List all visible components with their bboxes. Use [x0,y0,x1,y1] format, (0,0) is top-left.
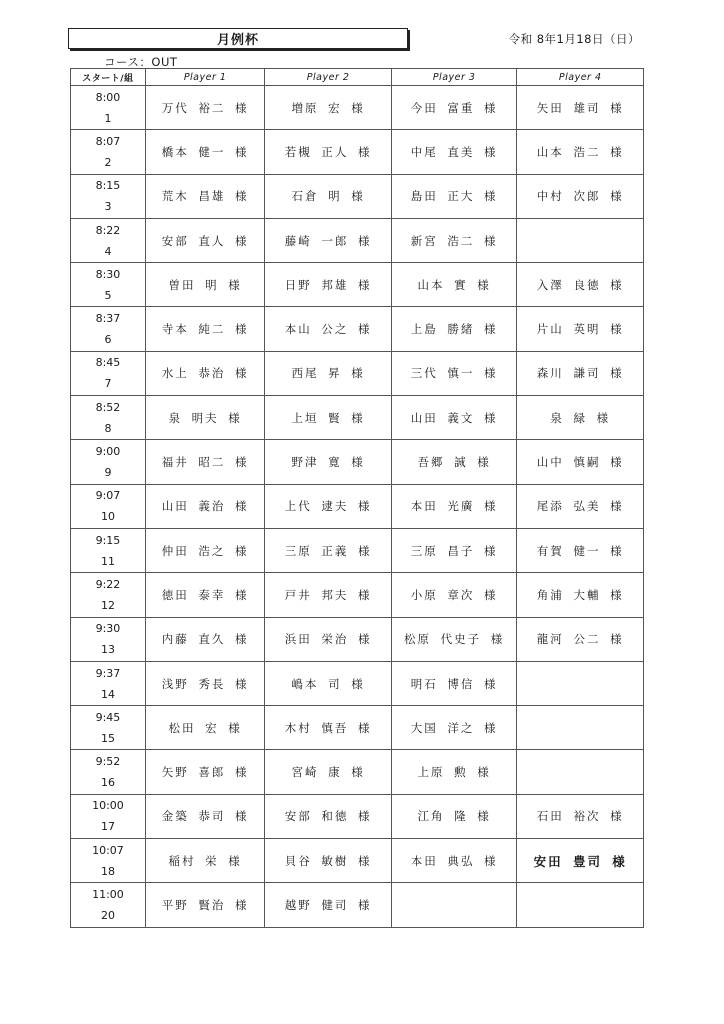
start-slot-cell [71,218,146,262]
group-number: 2 [104,155,112,169]
start-time: 9:45 [95,710,121,724]
group-number: 7 [104,377,112,391]
start-time: 9:30 [95,622,121,636]
table-row [71,661,644,705]
player-2-cell: 貝谷 敏樹 様 [265,839,392,883]
player-2-cell: 野津 寛 様 [265,440,392,484]
player-2-cell: 嶋本 司 様 [265,661,392,705]
player-3-cell: 三原 昌子 様 [391,528,517,572]
group-number: 16 [100,776,115,790]
start-slot-cell [71,484,146,528]
start-time: 9:37 [95,666,121,680]
start-time: 8:30 [95,267,121,281]
player-1-cell: 矢野 喜郎 様 [145,750,264,794]
table-row [71,794,644,838]
start-slot-cell [71,440,146,484]
table-row [71,573,644,617]
table-header-row [71,69,644,86]
start-time: 8:15 [95,179,121,193]
player-3-cell: 山田 義文 様 [391,396,517,440]
player-4-cell: 安田 豊司 様 [517,839,644,883]
player-3-cell: 本田 典弘 様 [391,839,517,883]
start-time: 9:07 [95,489,121,503]
tee-time-table [70,68,644,928]
player-3-cell: 今田 富重 様 [391,86,517,130]
player-3-cell: 吾郷 誠 様 [391,440,517,484]
player-1-cell: 曽田 明 様 [145,263,264,307]
player-2-cell: 増原 宏 様 [265,86,392,130]
group-number: 9 [104,466,112,480]
start-slot-cell [71,661,146,705]
start-slot-cell [71,706,146,750]
table-row [71,750,644,794]
player-1-cell: 安部 直人 様 [145,218,264,262]
table-row [71,440,644,484]
start-time: 8:07 [95,134,121,148]
player-1-cell: 荒木 昌雄 様 [145,174,264,218]
group-number: 5 [104,288,112,302]
player-2-cell: 三原 正義 様 [265,528,392,572]
start-slot-cell [71,174,146,218]
start-slot-cell [71,130,146,174]
player-1-cell: 浅野 秀長 様 [145,661,264,705]
table-row [71,86,644,130]
start-slot-cell [71,617,146,661]
group-number: 12 [100,598,115,612]
group-number: 14 [100,687,115,701]
group-number: 8 [104,421,112,435]
player-4-cell: 尾添 弘美 様 [517,484,644,528]
player-4-cell: 片山 英明 様 [517,307,644,351]
start-time: 9:52 [95,755,121,769]
player-1-cell: 内藤 直久 様 [145,617,264,661]
player-4-cell: 山本 浩二 様 [517,130,644,174]
group-number: 17 [100,820,115,834]
start-slot-cell [71,396,146,440]
column-header-start-group: スタート/組 [71,69,146,86]
start-slot-cell [71,883,146,927]
player-4-cell [517,750,644,794]
player-1-cell: 山田 義治 様 [145,484,264,528]
page-title: 月例杯 [68,28,408,49]
table-row [71,263,644,307]
player-1-cell: 金築 恭司 様 [145,794,264,838]
player-4-cell [517,883,644,927]
player-4-cell: 入澤 良徳 様 [517,263,644,307]
group-number: 11 [100,554,115,568]
player-3-cell: 大国 洋之 様 [391,706,517,750]
player-1-cell: 橋本 健一 様 [145,130,264,174]
player-2-cell: 浜田 栄治 様 [265,617,392,661]
start-slot-cell [71,750,146,794]
table-row [71,484,644,528]
player-1-cell: 万代 裕二 様 [145,86,264,130]
table-row [71,839,644,883]
table-row [71,174,644,218]
player-3-cell: 中尾 直美 様 [391,130,517,174]
table-body [71,86,644,928]
column-header-player-3: Player 3 [391,69,517,86]
event-date: 令和 8年1月18日（日） [508,32,640,46]
player-3-cell: 山本 實 様 [391,263,517,307]
player-2-cell: 本山 公之 様 [265,307,392,351]
table-row [71,396,644,440]
table-row [71,130,644,174]
player-3-cell: 江角 隆 様 [391,794,517,838]
start-time: 10:00 [92,799,124,813]
table-row [71,307,644,351]
start-slot-cell [71,263,146,307]
player-3-cell: 松原 代史子 様 [391,617,517,661]
group-number: 15 [100,731,115,745]
group-number: 18 [100,864,115,878]
player-1-cell: 泉 明夫 様 [145,396,264,440]
table-row [71,706,644,750]
group-number: 20 [100,908,115,922]
table-row [71,617,644,661]
table-row [71,218,644,262]
player-2-cell: 日野 邦雄 様 [265,263,392,307]
player-1-cell: 稲村 栄 様 [145,839,264,883]
start-time: 8:37 [95,312,121,326]
player-4-cell: 森川 謙司 様 [517,351,644,395]
player-4-cell: 矢田 雄司 様 [517,86,644,130]
table-row [71,883,644,927]
player-4-cell: 泉 緑 様 [517,396,644,440]
player-1-cell: 平野 賢治 様 [145,883,264,927]
group-number: 6 [104,333,112,347]
start-slot-cell [71,86,146,130]
start-slot-cell [71,839,146,883]
start-time: 9:00 [95,445,121,459]
table-row [71,351,644,395]
player-2-cell: 安部 和徳 様 [265,794,392,838]
player-3-cell [391,883,517,927]
player-2-cell: 藤崎 一郎 様 [265,218,392,262]
player-4-cell [517,706,644,750]
group-number: 13 [100,643,115,657]
start-time: 8:00 [95,90,121,104]
start-time: 9:22 [95,577,121,591]
group-number: 10 [100,510,115,524]
start-slot-cell [71,528,146,572]
player-4-cell: 中村 次郎 様 [517,174,644,218]
player-4-cell: 龍河 公二 様 [517,617,644,661]
start-time: 10:07 [92,843,124,857]
player-4-cell: 石田 裕次 様 [517,794,644,838]
player-1-cell: 仲田 浩之 様 [145,528,264,572]
player-3-cell: 島田 正大 様 [391,174,517,218]
player-2-cell: 戸井 邦夫 様 [265,573,392,617]
player-1-cell: 寺本 純二 様 [145,307,264,351]
start-time: 8:45 [95,356,121,370]
table-row [71,528,644,572]
player-2-cell: 上代 逮夫 様 [265,484,392,528]
player-3-cell: 上島 勝緒 様 [391,307,517,351]
player-1-cell: 徳田 泰幸 様 [145,573,264,617]
start-slot-cell [71,307,146,351]
player-4-cell [517,218,644,262]
player-2-cell: 若槻 正人 様 [265,130,392,174]
player-2-cell: 石倉 明 様 [265,174,392,218]
group-number: 1 [104,111,112,125]
player-1-cell: 福井 昭二 様 [145,440,264,484]
start-slot-cell [71,351,146,395]
group-number: 3 [104,200,112,214]
player-4-cell: 有賀 健一 様 [517,528,644,572]
start-time: 9:15 [95,533,121,547]
column-header-player-4: Player 4 [517,69,644,86]
player-1-cell: 水上 恭治 様 [145,351,264,395]
player-3-cell: 新宮 浩二 様 [391,218,517,262]
player-4-cell [517,661,644,705]
player-4-cell: 山中 慎嗣 様 [517,440,644,484]
start-time: 11:00 [92,887,124,901]
column-header-player-1: Player 1 [145,69,264,86]
course-label: コース：OUT [104,55,178,69]
column-header-player-2: Player 2 [265,69,392,86]
start-slot-cell [71,573,146,617]
player-3-cell: 明石 博信 様 [391,661,517,705]
group-number: 4 [104,244,112,258]
player-3-cell: 小原 章次 様 [391,573,517,617]
player-3-cell: 本田 光廣 様 [391,484,517,528]
start-slot-cell [71,794,146,838]
player-3-cell: 三代 慎一 様 [391,351,517,395]
player-2-cell: 上垣 賢 様 [265,396,392,440]
player-2-cell: 宮崎 康 様 [265,750,392,794]
player-2-cell: 越野 健司 様 [265,883,392,927]
start-time: 8:52 [95,400,121,414]
start-time: 8:22 [95,223,121,237]
player-3-cell: 上原 勲 様 [391,750,517,794]
player-4-cell: 角浦 大輔 様 [517,573,644,617]
player-2-cell: 木村 慎吾 様 [265,706,392,750]
player-1-cell: 松田 宏 様 [145,706,264,750]
player-2-cell: 西尾 昇 様 [265,351,392,395]
